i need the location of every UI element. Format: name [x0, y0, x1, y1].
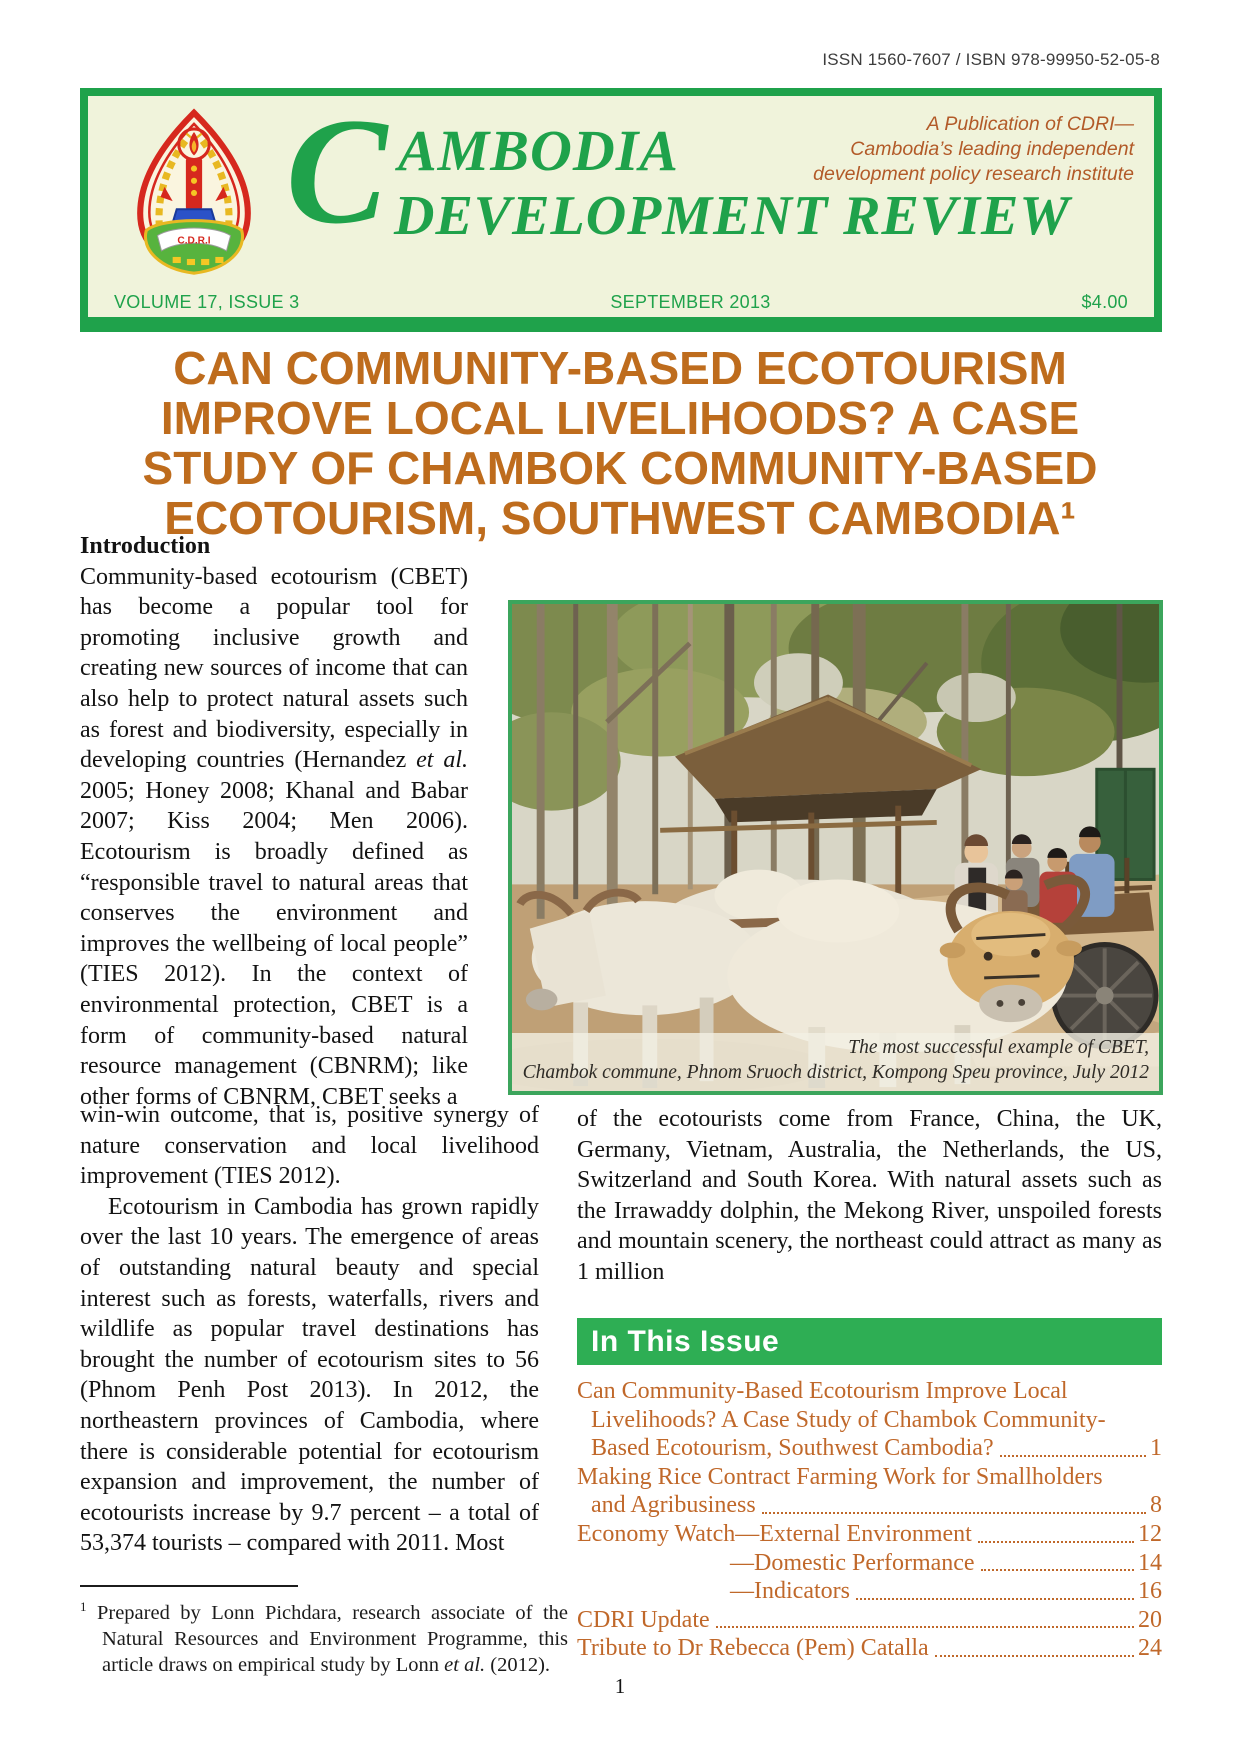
toc-page-number: 12	[1138, 1520, 1162, 1547]
toc-page-number: 8	[1150, 1492, 1162, 1519]
article-photo	[508, 600, 1163, 1095]
toc-page-number: 16	[1138, 1578, 1162, 1605]
issue-date: SEPTEMBER 2013	[610, 292, 771, 312]
intro-column	[80, 531, 468, 1112]
masthead-title-line1: AMBODIA	[398, 118, 679, 183]
dot-leader	[981, 1549, 1134, 1572]
toc-page-number: 14	[1138, 1549, 1162, 1576]
dot-leader	[935, 1634, 1134, 1657]
dot-leader	[978, 1520, 1134, 1543]
photo-caption	[512, 1033, 1159, 1091]
tagline-line3: development policy research institute	[813, 163, 1134, 185]
issue-price: $4.00	[1081, 292, 1128, 312]
right-column: of the ecotourists come from France, China, the UK, Germany, Vietnam, Australia, the Netherlands, the US, Switzerland and South Korea. With natural assets such as the Irrawaddy dolphin, the Mekong River, unspoiled forests and mountain scenery, the northeast could attract as many as 1 million	[577, 1106, 1162, 1285]
toc-item-cbet: Can Community-Based Ecotourism Improve Local Livelihoods? A Case Study of Chambok Community- Based Ecotourism, Southwest Cambodia? 1	[577, 1378, 1162, 1462]
dot-leader	[762, 1491, 1146, 1514]
toc-page-number: 1	[1150, 1435, 1162, 1462]
toc-item-tribute: Tribute to Dr Rebecca (Pem) Catalla 24	[577, 1635, 1162, 1662]
article-title	[80, 343, 1160, 543]
toc-item-economy-watch: Economy Watch—External Environment 12	[577, 1520, 1162, 1547]
oxcart-scene-illustration	[512, 604, 1159, 1091]
footnote: $^1$ Prepared by Lonn Pichdara, research associate of the Natural Resources and Environment Programme, this article draws on empirical study by Lonn et al. (2012).	[80, 1599, 569, 1676]
paragraph-ecotourism-growth: Ecotourism in Cambodia has grown rapidly over the last 10 years. The emergence of areas of outstanding natural beauty and special interest such as forests, waterfalls, rivers and wildlife as popular travel destinations has brought the number of ecotourism sites to 56 (Phnom Penh Post 2013). In 2012, the northeastern provinces of Cambodia, where there is considerable potential for ecotourism expansion and improvement, the number of ecotourists increase by 9.7 percent – a total of 53,374 tourists – compared with 2011. Most	[80, 1193, 539, 1557]
in-this-issue-header: In This Issue	[577, 1318, 1162, 1365]
paragraph-win-win: win-win outcome, that is, positive synergy of nature conservation and local livelihood improvement (TIES 2012).	[80, 1102, 539, 1190]
article-title-line3: STUDY OF CHAMBOK COMMUNITY-BASED	[142, 442, 1098, 494]
article-title-line1: CAN COMMUNITY-BASED ECOTOURISM	[173, 342, 1067, 394]
left-column-continued	[80, 1100, 539, 1559]
cdri-logo-icon	[128, 106, 260, 289]
toc-item-cdri-update: CDRI Update 20	[577, 1606, 1162, 1633]
photo-caption-line1: The most successful example of CBET,	[848, 1037, 1149, 1058]
toc-page-number: 20	[1138, 1606, 1162, 1633]
toc-page-number: 24	[1138, 1635, 1162, 1662]
masthead	[80, 88, 1162, 332]
tagline-line1: A Publication of CDRI—	[926, 113, 1134, 135]
dot-leader	[716, 1606, 1134, 1629]
masthead-initial-c: C	[286, 87, 388, 255]
toc-list	[577, 1377, 1162, 1663]
footnote-marker: 1	[80, 1599, 87, 1614]
intro-heading: Introduction	[80, 533, 211, 559]
article-title-line2: IMPROVE LOCAL LIVELIHOODS? A CASE	[160, 392, 1080, 444]
dot-leader	[1000, 1434, 1146, 1457]
dot-leader	[856, 1577, 1134, 1600]
volume-issue: VOLUME 17, ISSUE 3	[114, 292, 300, 312]
issue-info-strip	[88, 292, 1154, 313]
page-number: 1	[614, 1674, 626, 1698]
tagline-line2: Cambodia’s leading independent	[850, 138, 1134, 160]
article-title-line4: ECOTOURISM, SOUTHWEST CAMBODIA¹	[164, 492, 1076, 544]
logo-banner-text: C.D.R.I	[177, 235, 211, 247]
in-this-issue-box	[577, 1318, 1162, 1663]
footnote-rule	[80, 1585, 298, 1587]
publication-tagline	[813, 112, 1134, 187]
photo-caption-line2: Chambok commune, Phnom Sruoch district, Kompong Speu province, July 2012	[522, 1061, 1149, 1083]
toc-item-domestic-performance: —Domestic Performance 14	[730, 1549, 1162, 1576]
intro-paragraph: Community-based ecotourism (CBET) has become a popular tool for promoting inclusive growth and creating new sources of income that can also help to protect natural assets such as forest and biodiversity, especially in developing countries (Hernandez et al. 2005; Honey 2008; Khanal and Babar 2007; Kiss 2004; Men 2006). Ecotourism is broadly defined as “responsible travel to natural areas that conserves the environment and improves the wellbeing of local people” (TIES 2012). In the context of environmental protection, CBET is a form of community-based natural resource management (CBNRM); like other forms of CBNRM, CBET seeks a	[80, 563, 468, 1110]
toc-item-rice: Making Rice Contract Farming Work for Smallholders and Agribusiness 8	[577, 1463, 1162, 1519]
toc-item-indicators: —Indicators 16	[730, 1578, 1162, 1605]
issn-isbn-line: ISSN 1560-7607 / ISBN 978-99950-52-05-8	[822, 50, 1160, 69]
masthead-title-line2: DEVELOPMENT REVIEW	[394, 185, 1071, 247]
